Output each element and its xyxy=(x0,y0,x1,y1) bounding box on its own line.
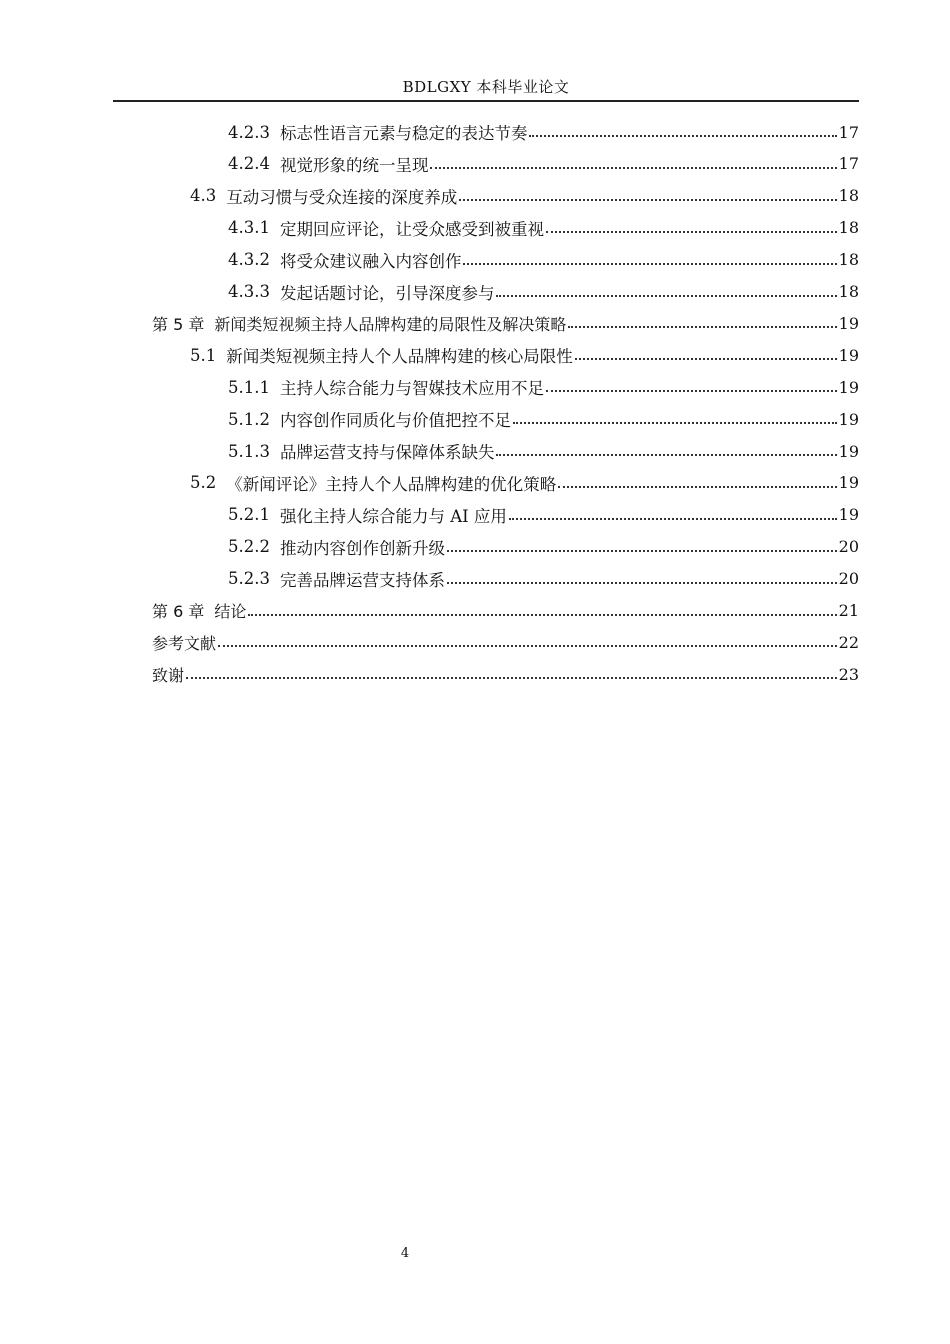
toc-entry-page: 18 xyxy=(838,218,859,238)
toc-dot-leader xyxy=(558,486,836,488)
toc-entry-title: 视觉形象的统一呈现 xyxy=(279,155,429,175)
toc-entry-number: 4.3 xyxy=(190,186,217,206)
toc-entry-number: 5.2 xyxy=(190,473,217,493)
toc-entry[interactable] xyxy=(190,468,859,498)
toc-entry-title: 结论 xyxy=(214,602,247,621)
toc-entry-title: 互动习惯与受众连接的深度养成 xyxy=(226,187,458,207)
toc-dot-leader xyxy=(568,326,836,328)
toc-entry-page: 17 xyxy=(838,154,859,174)
toc-entry-title: 品牌运营支持与保障体系缺失 xyxy=(279,443,495,462)
toc-entry-page: 17 xyxy=(838,122,859,142)
toc-dot-leader xyxy=(575,358,837,360)
running-header: BDLGXY 本科毕业论文 xyxy=(402,78,570,96)
toc-entry[interactable] xyxy=(228,532,859,562)
toc-entry-page: 21 xyxy=(838,601,859,620)
header-rule xyxy=(113,100,859,102)
toc-dot-leader xyxy=(186,677,837,679)
toc-entry-page: 19 xyxy=(838,345,859,365)
toc-entry-number: 4.3.1 xyxy=(228,218,270,238)
toc-dot-leader xyxy=(496,295,836,297)
toc-entry-title: 参考文献 xyxy=(152,633,217,653)
toc-entry-title: 新闻类短视频主持人品牌构建的局限性及解决策略 xyxy=(214,314,567,334)
toc-entry-title: 将受众建议融入内容创作 xyxy=(279,251,462,271)
toc-entry[interactable] xyxy=(152,596,859,626)
toc-entry-number: 5.1.3 xyxy=(228,441,270,461)
toc-entry-page: 23 xyxy=(838,664,859,684)
toc-entry[interactable] xyxy=(228,372,859,402)
toc-entry-number: 4.3.2 xyxy=(228,250,270,270)
toc-entry-page: 20 xyxy=(838,569,859,589)
toc-entry-title: 发起话题讨论，引导深度参与 xyxy=(279,283,495,303)
toc-entry[interactable] xyxy=(228,436,859,466)
toc-entry-number: 5.1.1 xyxy=(228,377,270,397)
toc-entry-page: 18 xyxy=(838,186,859,206)
toc-entry[interactable] xyxy=(228,213,859,243)
toc-entry-number: 5.2.2 xyxy=(228,537,270,557)
toc-entry-number: 4.2.3 xyxy=(228,122,270,142)
toc-entry-page: 19 xyxy=(838,409,859,429)
toc-entry-title: 完善品牌运营支持体系 xyxy=(279,570,445,590)
toc-entry[interactable] xyxy=(228,117,859,147)
toc-dot-leader xyxy=(546,390,837,392)
toc-entry-page: 19 xyxy=(838,441,859,461)
toc-entry-title: 新闻类短视频主持人个人品牌构建的核心局限性 xyxy=(226,347,573,367)
toc-entry[interactable] xyxy=(228,404,859,434)
toc-entry[interactable] xyxy=(152,627,859,657)
toc-entry-title: 强化主持人综合能力与 AI 应用 xyxy=(279,506,507,526)
toc-entry-page: 22 xyxy=(838,632,859,652)
toc-entry-page: 19 xyxy=(838,377,859,397)
toc-entry-number: 5.2.1 xyxy=(228,505,270,525)
toc-entry-page: 18 xyxy=(838,250,859,270)
toc-entry[interactable] xyxy=(228,277,859,307)
toc-dot-leader xyxy=(509,518,837,520)
toc-entry[interactable] xyxy=(228,500,859,530)
toc-entry[interactable] xyxy=(228,564,859,594)
toc-entry-number: 第 6 章 xyxy=(152,602,205,621)
toc-entry[interactable] xyxy=(190,181,859,211)
toc-entry[interactable] xyxy=(152,659,859,689)
toc-entry-number: 5.2.3 xyxy=(228,569,270,589)
toc-entry-number: 4.2.4 xyxy=(228,154,270,174)
toc-entry[interactable] xyxy=(228,149,859,179)
toc-entry-title: 主持人综合能力与智媒技术应用不足 xyxy=(279,379,544,399)
toc-entry-number: 5.1.2 xyxy=(228,409,270,429)
toc-entry[interactable] xyxy=(152,308,859,338)
toc-entry-page: 20 xyxy=(838,537,859,557)
toc-dot-leader xyxy=(218,645,837,647)
toc-dot-leader xyxy=(463,263,836,265)
toc-entry-number: 第 5 章 xyxy=(152,314,205,334)
toc-dot-leader xyxy=(513,422,837,424)
toc-entry[interactable] xyxy=(228,245,859,275)
toc-dot-leader xyxy=(248,614,836,616)
toc-entry-number: 4.3.3 xyxy=(228,282,270,301)
toc-entry-title: 推动内容创作创新升级 xyxy=(279,538,445,558)
toc-entry-page: 18 xyxy=(838,282,859,301)
toc-entry-number: 5.1 xyxy=(190,345,217,365)
toc-dot-leader xyxy=(447,582,837,584)
toc-entry-title: 致谢 xyxy=(152,665,185,685)
toc-entry-title: 标志性语言元素与稳定的表达节奏 xyxy=(279,124,528,143)
toc-entry[interactable] xyxy=(190,340,859,370)
toc-entry-page: 19 xyxy=(838,505,859,525)
toc-entry-page: 19 xyxy=(838,473,859,493)
toc-dot-leader xyxy=(447,550,837,552)
page-number: 4 xyxy=(400,1246,410,1261)
toc-dot-leader xyxy=(459,199,836,201)
toc-dot-leader xyxy=(529,135,836,137)
toc-entry-page: 19 xyxy=(838,313,859,333)
toc-entry-title: 《新闻评论》主持人个人品牌构建的优化策略 xyxy=(226,474,557,494)
toc-entry-title: 内容创作同质化与价值把控不足 xyxy=(279,411,511,431)
toc-entry-title: 定期回应评论，让受众感受到被重视 xyxy=(279,219,544,239)
toc-dot-leader xyxy=(496,454,836,456)
toc-dot-leader xyxy=(430,167,836,169)
toc-dot-leader xyxy=(546,231,837,233)
